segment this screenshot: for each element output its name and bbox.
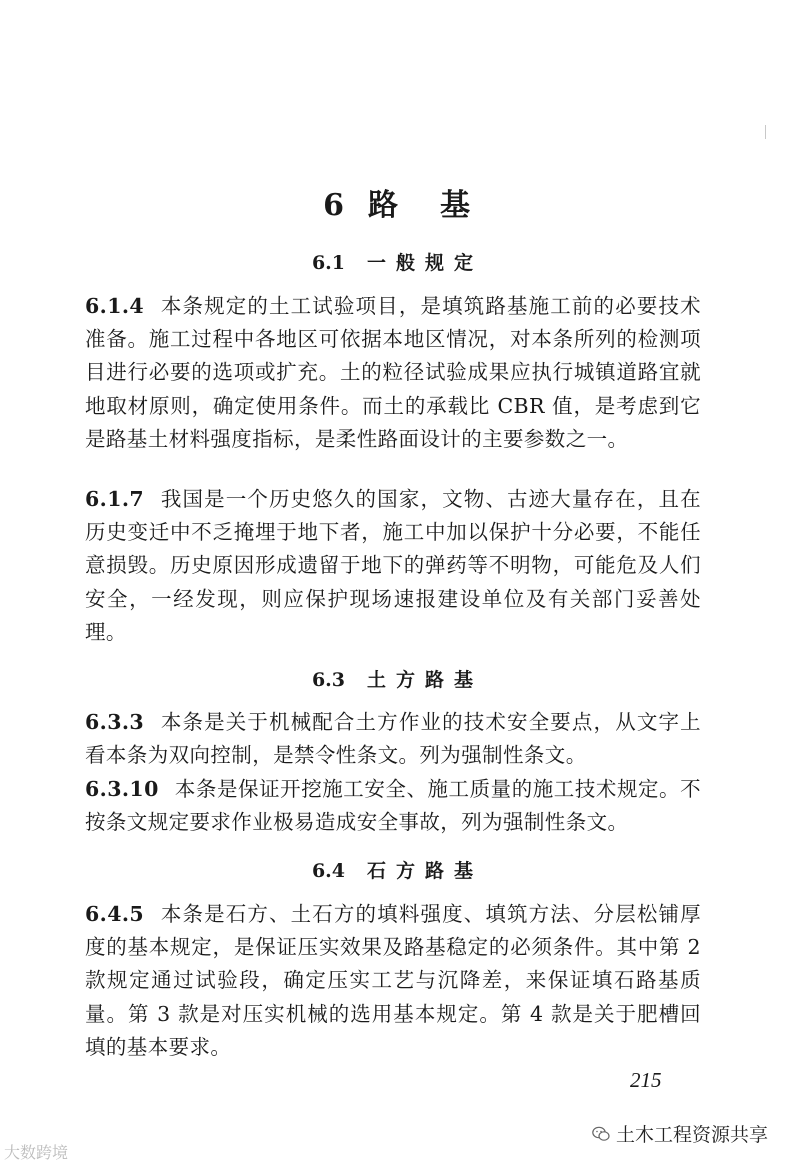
clause-number: 6.3.10 [85,777,159,801]
clause-6-3-10 [85,773,701,839]
scan-edge-mark [765,125,766,139]
clause-6-1-4 [85,290,701,456]
clause-6-3-3 [85,706,701,772]
section-number: 6.4 [311,860,346,882]
clause-number: 6.1.4 [85,294,145,318]
section-heading-6-4 [0,856,795,883]
chapter-number: 6 [323,188,346,223]
clause-text: 本条是关于机械配合土方作业的技术安全要点，从文字上看本条为双向控制，是禁令性条文。列为强制性条文。 [85,710,701,768]
watermark-right [592,1120,768,1147]
section-name: 一般规定 [367,252,484,274]
clause-number: 6.1.7 [85,487,145,511]
chapter-word-1: 路 [367,188,400,223]
clause-6-1-7 [85,483,701,649]
clause-text: 本条是石方、土石方的填料强度、填筑方法、分层松铺厚度的基本规定，是保证压实效果及路基稳定的必须条件。其中第 2 款规定通过试验段，确定压实工艺与沉降差，来保证填石路基质量。第 3 款是对压实机械的选用基本规定。第 4 款是关于肥槽回填的基本要求。 [85,902,701,1059]
section-number: 6.1 [311,252,346,274]
clause-number: 6.3.3 [85,710,145,734]
clause-text: 本条规定的土工试验项目，是填筑路基施工前的必要技术准备。施工过程中各地区可依据本地区情况，对本条所列的检测项目进行必要的选项或扩充。土的粒径试验成果应执行城镇道路宜就地取材原则，确定使用条件。而土的承载比 CBR 值，是考虑到它是路基土材料强度指标，是柔性路面设计的主要参数之一。 [85,294,701,451]
clause-text: 我国是一个历史悠久的国家，文物、古迹大量存在，且在历史变迁中不乏掩埋于地下者，施工中加以保护十分必要，不能任意损毁。历史原因形成遗留于地下的弹药等不明物，可能危及人们安全，一经发现，则应保护现场速报建设单位及有关部门妥善处理。 [85,487,701,644]
section-heading-6-1 [0,248,795,275]
chapter-title [0,180,795,224]
section-name: 土方路基 [367,669,484,691]
section-name: 石方路基 [367,860,484,882]
page-number: 215 [630,1068,662,1092]
section-number: 6.3 [311,669,346,691]
watermark-left: 大数跨境 [4,1143,69,1162]
clause-6-4-5 [85,898,701,1064]
wechat-icon [592,1126,610,1142]
clause-text: 本条是保证开挖施工安全、施工质量的施工技术规定。不按条文规定要求作业极易造成安全事故，列为强制性条文。 [85,777,701,835]
chapter-word-2: 基 [439,188,472,223]
clause-number: 6.4.5 [85,902,145,926]
section-heading-6-3 [0,665,795,692]
watermark-right-text: 土木工程资源共享 [616,1124,769,1146]
